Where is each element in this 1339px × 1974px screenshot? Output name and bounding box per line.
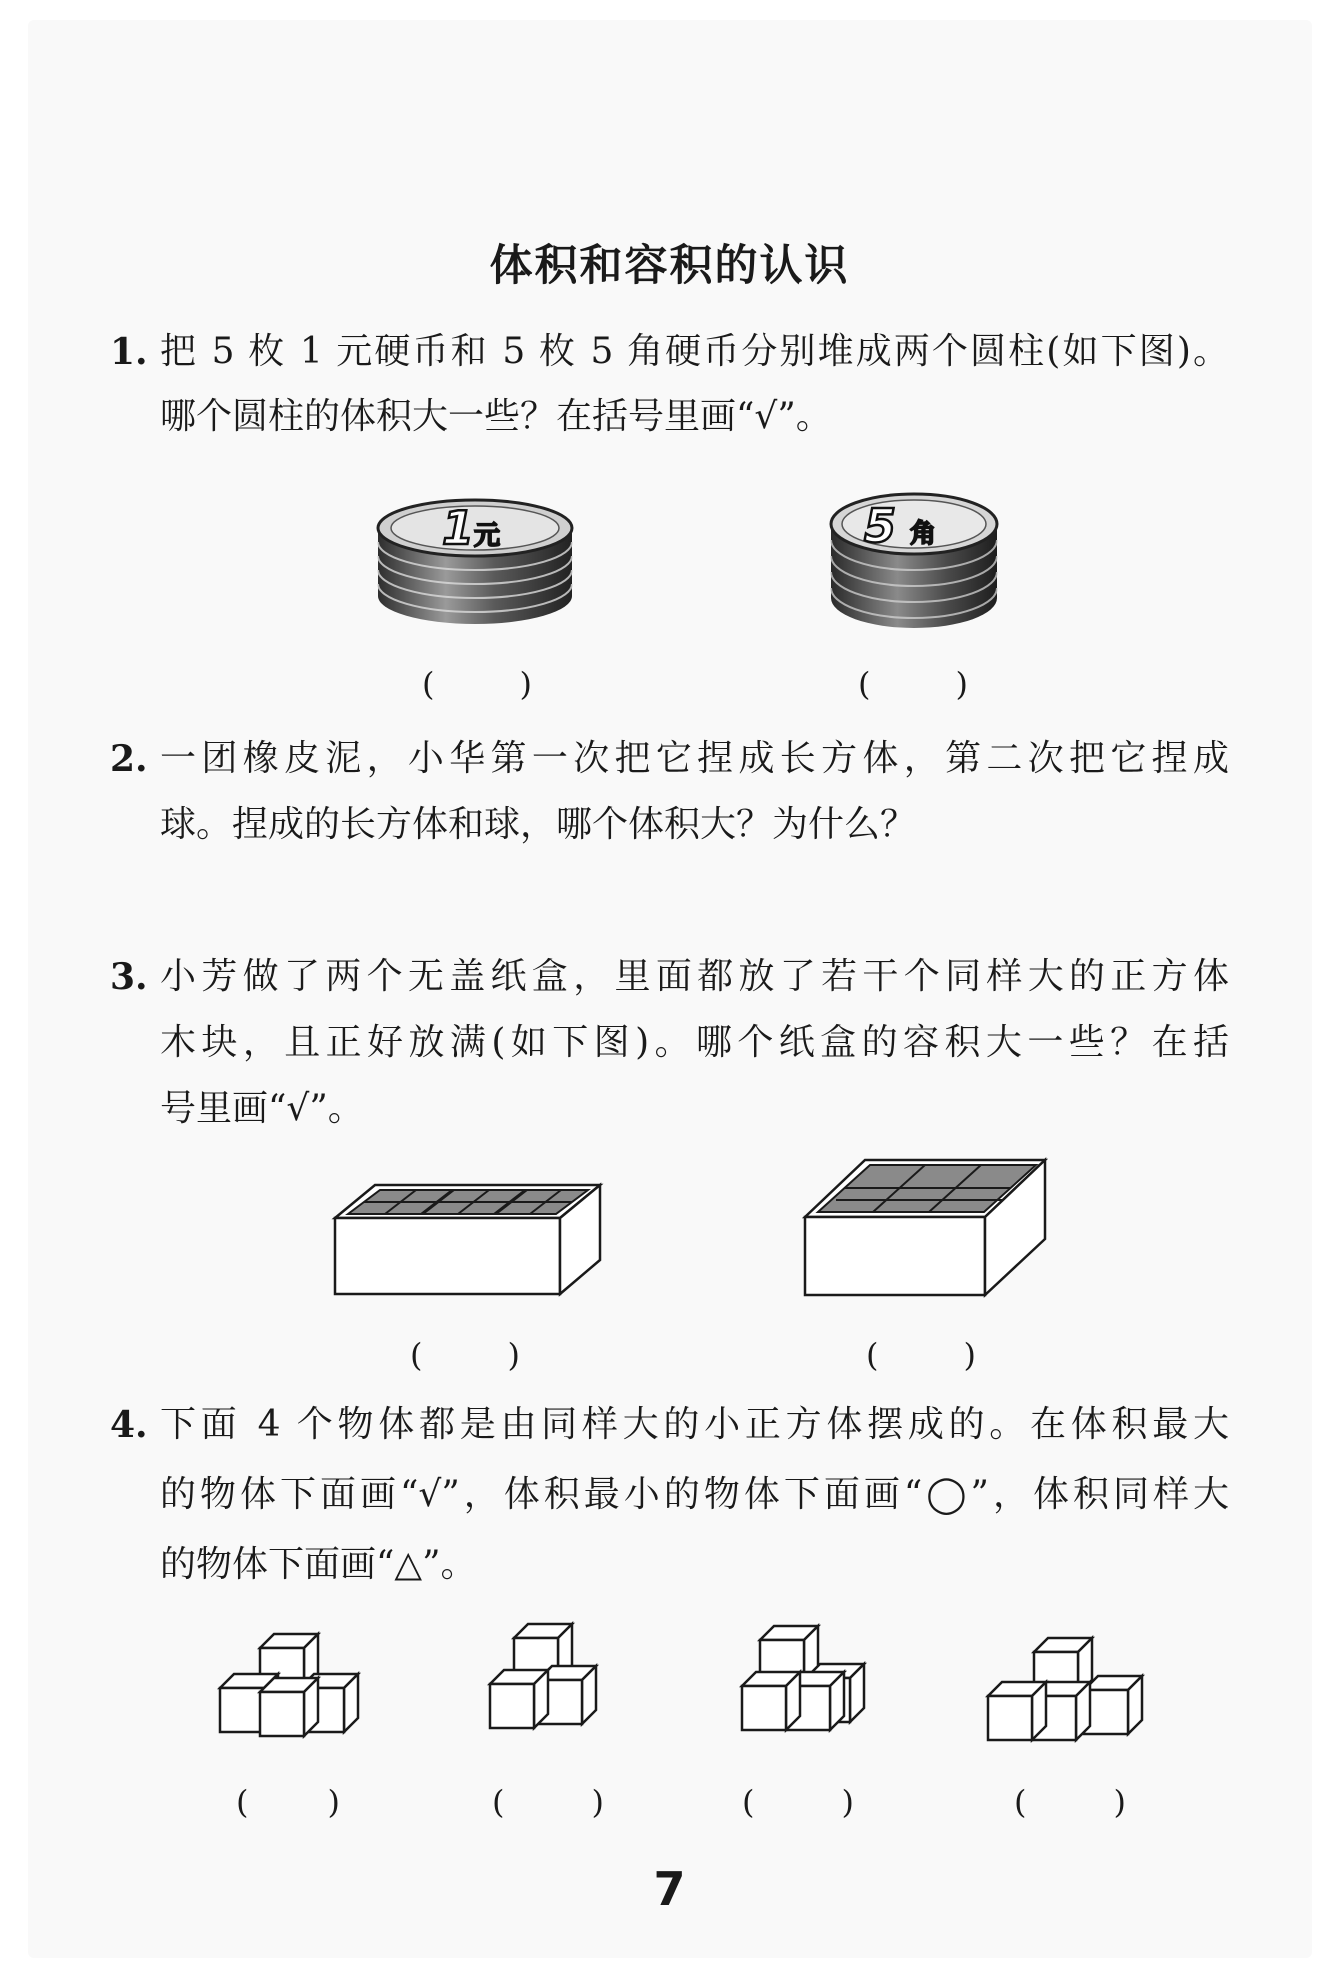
q4-answer-blank-1[interactable]: ( ) — [236, 1783, 340, 1821]
page-title: 体积和容积的认识 — [489, 241, 850, 291]
q4-line-1: 下面 4 个物体都是由同样大的小正方体摆成的。在体积最大 — [160, 1404, 1229, 1445]
q2-line-1: 一团橡皮泥，小华第一次把它捏成长方体，第二次把它捏成 — [160, 738, 1229, 779]
q2-line-2: 球。捏成的长方体和球，哪个体积大？为什么？ — [160, 804, 917, 845]
coin-2-unit: 角 — [910, 519, 937, 549]
cube-figure-d — [980, 1628, 1150, 1748]
box-6-blocks — [800, 1155, 1050, 1301]
q3-number: 3. — [110, 956, 148, 998]
unit-cube — [260, 1692, 304, 1736]
coin-stack-5jiao — [824, 476, 1004, 636]
page-number: 7 — [653, 1862, 686, 1916]
q3-line-2: 木块，且正好放满(如下图)。哪个纸盒的容积大一些？在括 — [160, 1022, 1229, 1063]
q3-answer-blank-1[interactable]: ( ) — [410, 1336, 520, 1374]
q1-line-2: 哪个圆柱的体积大一些？在括号里画“√”。 — [160, 396, 832, 437]
unit-cube — [742, 1686, 786, 1730]
coin-stack-1yuan — [370, 484, 580, 634]
q3-line-3: 号里画“√”。 — [160, 1088, 364, 1129]
q2-number: 2. — [110, 738, 148, 780]
q4-number: 4. — [110, 1404, 148, 1446]
q4-answer-blank-4[interactable]: ( ) — [1014, 1783, 1126, 1821]
unit-cube — [988, 1696, 1032, 1740]
cube-figure-a — [215, 1628, 365, 1748]
coin-2-value: 5 — [864, 499, 897, 553]
unit-cube — [220, 1688, 264, 1732]
q1-answer-blank-2[interactable]: ( ) — [858, 665, 968, 703]
q4-answer-blank-3[interactable]: ( ) — [742, 1783, 854, 1821]
coin-1-unit: 元 — [474, 521, 501, 551]
q4-line-3: 的物体下面画“△”。 — [160, 1544, 477, 1585]
coin-1-value: 1 — [442, 501, 475, 555]
q1-answer-blank-1[interactable]: ( ) — [422, 665, 532, 703]
q3-answer-blank-2[interactable]: ( ) — [866, 1336, 976, 1374]
q1-line-1: 把 5 枚 1 元硬币和 5 枚 5 角硬币分别堆成两个圆柱(如下图)。 — [160, 331, 1229, 372]
cube-figure-c — [730, 1620, 870, 1748]
cube-figure-b — [480, 1620, 610, 1748]
unit-cube — [490, 1684, 534, 1728]
q3-line-1: 小芳做了两个无盖纸盒，里面都放了若干个同样大的正方体 — [160, 956, 1229, 997]
box-4-blocks — [330, 1180, 605, 1300]
q4-line-2: 的物体下面画“√”，体积最小的物体下面画“◯”，体积同样大 — [160, 1474, 1229, 1515]
q1-number: 1. — [110, 331, 148, 373]
q4-answer-blank-2[interactable]: ( ) — [492, 1783, 604, 1821]
